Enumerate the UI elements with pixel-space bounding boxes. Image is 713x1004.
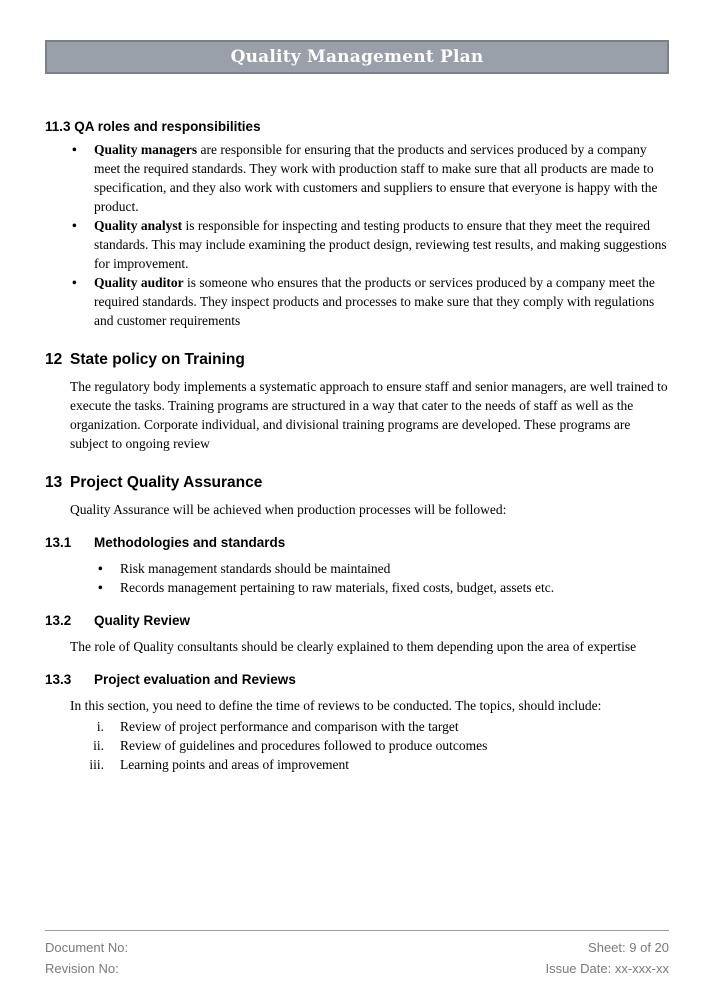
roman-marker: iii. xyxy=(89,757,104,772)
section-13-1-heading xyxy=(45,534,669,552)
bullet-text: is someone who ensures that the products or services produced by a company meet the required standards. They inspect products and processes to make sure that they comply with regulations and customer requirements xyxy=(94,275,655,328)
footer-right xyxy=(545,937,669,979)
section-title: State policy on Training xyxy=(70,351,245,368)
item-text: Learning points and areas of improvement xyxy=(120,757,350,772)
list-item xyxy=(45,273,669,330)
sheet-number: Sheet: 9 of 20 xyxy=(588,940,669,955)
item-text: Review of project performance and comparison with the target xyxy=(120,719,459,734)
bullet-lead: Quality managers xyxy=(94,142,198,157)
section-title: Quality Review xyxy=(94,613,191,628)
section-number: 12 xyxy=(45,351,63,368)
bullet-lead: Quality auditor xyxy=(94,275,184,290)
revision-no-label: Revision No: xyxy=(45,961,119,976)
qa-roles-list xyxy=(45,140,669,330)
section-13-heading xyxy=(45,473,669,493)
section-title: Project Quality Assurance xyxy=(70,474,263,491)
document-no-label: Document No: xyxy=(45,940,129,955)
list-item xyxy=(45,140,669,216)
list-item xyxy=(45,755,669,774)
section-11-3-heading: 11.3 QA roles and responsibilities xyxy=(45,119,261,134)
item-text: Review of guidelines and procedures followed to produce outcomes xyxy=(120,738,488,753)
roman-marker: ii. xyxy=(93,738,104,753)
section-number: 13 xyxy=(45,474,63,491)
roman-marker: i. xyxy=(96,719,104,734)
bullet-lead: Quality analyst xyxy=(94,218,183,233)
section-13-paragraph: Quality Assurance will be achieved when production processes will be followed: xyxy=(70,502,507,517)
issue-date: Issue Date: xx-xxx-xx xyxy=(545,961,669,976)
section-13-3-heading xyxy=(45,671,669,689)
list-item: • Risk management standards should be maintained xyxy=(45,559,669,578)
bullet-text: are responsible for ensuring that the products and services produced by a company meet the required standards. They work with production staff to make sure that all products are made to specification, and they also work with customers and suppliers to ensure that everyone is happy with the product. xyxy=(94,142,658,214)
section-number: 13.2 xyxy=(45,613,72,628)
list-item xyxy=(45,216,669,273)
section-12-paragraph: The regulatory body implements a systematic approach to ensure staff and senior managers, are well trained to execute the tasks. Training programs are structured in a way that cater to the needs of staff as well as the organization. Corporate individual, and divisional training programs are developed. These programs are subject to ongoing review xyxy=(70,379,668,451)
section-number: 13.1 xyxy=(45,535,72,550)
list-item xyxy=(45,717,669,736)
footer-left xyxy=(45,937,128,979)
title-banner xyxy=(45,40,669,74)
section-12-heading xyxy=(45,350,669,370)
page-footer xyxy=(45,930,669,979)
document-content xyxy=(45,118,669,774)
section-13-2-paragraph: The role of Quality consultants should be clearly explained to them depending upon the area of expertise xyxy=(70,639,637,654)
reviews-list xyxy=(45,717,669,774)
list-item xyxy=(45,736,669,755)
section-13-3-paragraph: In this section, you need to define the time of reviews to be conducted. The topics, should include: xyxy=(70,698,602,713)
section-title: Project evaluation and Reviews xyxy=(94,672,296,687)
section-13-2-heading xyxy=(45,612,669,630)
section-number: 13.3 xyxy=(45,672,72,687)
bullet-text: is responsible for inspecting and testing products to ensure that they meet the required standards. This may include examining the product design, reviewing test results, and making suggestions for improvement. xyxy=(94,218,667,271)
list-item: • Records management pertaining to raw materials, fixed costs, budget, assets etc. xyxy=(45,578,669,597)
section-title: Methodologies and standards xyxy=(94,535,286,550)
methodologies-list xyxy=(45,559,669,597)
document-title: Quality Management Plan xyxy=(230,47,484,67)
